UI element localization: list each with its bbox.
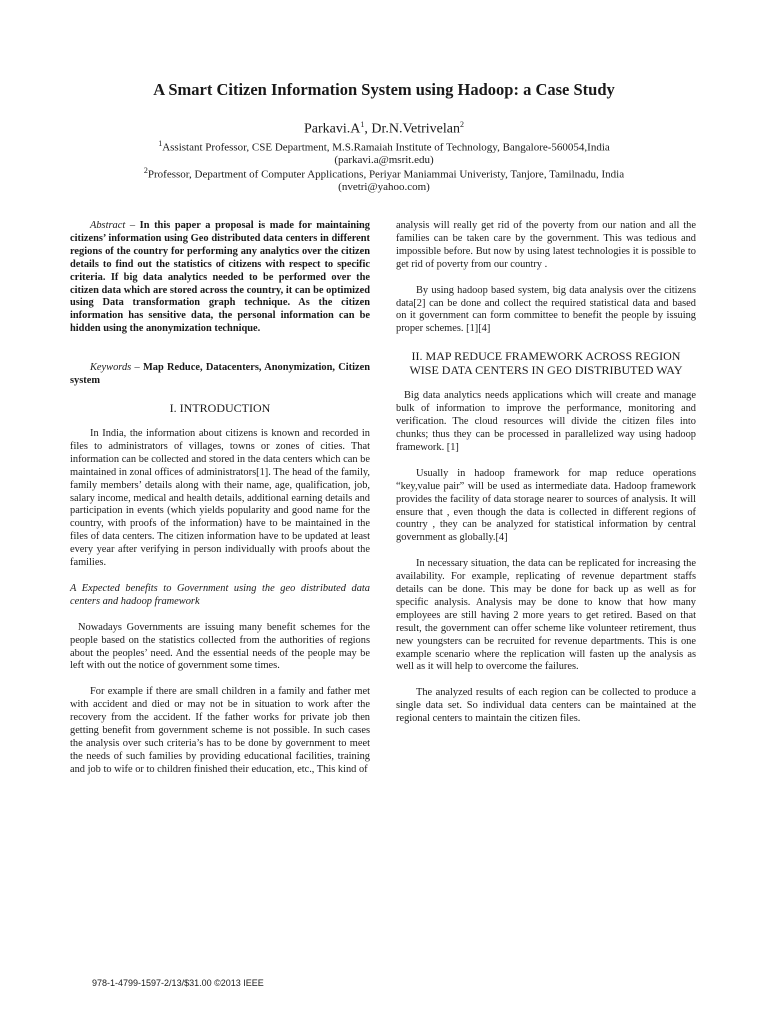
- section-2-paragraph-4: The analyzed results of each region can be collected to produce a single data set. So individual data centers can be maintained at the regional centers to maintain the citizen files.: [396, 687, 696, 725]
- section-1-heading: I. INTRODUCTION: [169, 400, 271, 415]
- affiliation-2-sup: 2: [143, 166, 148, 175]
- hadoop-paragraph: By using hadoop based system, big data analysis over the citizens data[2] can be done and collect the required statistical data and based on it government can form committee to benefit the people by issuing proper schemes. [1][4]: [396, 284, 696, 335]
- affiliation-1-sup: 1: [158, 139, 163, 148]
- author-1: Parkavi.A: [303, 121, 361, 137]
- subsection-a-heading: A Expected benefits to Government using the geo distributed data centers and hadoop framework: [70, 582, 370, 607]
- affiliation-1: [0, 139, 768, 154]
- author-1-sup: 1: [360, 120, 365, 129]
- email-2: (nvetri@yahoo.com): [338, 181, 430, 193]
- subsection-a-paragraph-2: For example if there are small children in a family and father met with accident and died or may not be in situation to work after the recovery from the accident. If the father works for private job then getting benefit from government scheme is not possible. In such cases the analysis over such criteria’s has to be done by government to meet the needs of such families by providing educational facilities, training and job to wife or to children finished their education, etc., This kind of: [70, 686, 370, 775]
- subsection-a-paragraph-1: Nowadays Governments are issuing many benefit schemes for the people based on the statistics collected from the authorities of regions about the peoples’ need. And the essential needs of the people may be left with out the notice of government some times.: [70, 621, 370, 672]
- section-2-paragraph-3: In necessary situation, the data can be replicated for increasing the availability. For example, replicating of revenue department staffs details can be done. This may be done for back up as well as for specific analysis. Analysis may be done to know that how many employees are still having 2 more years to get retired. Based on that result, the government can offer scheme like volunteer retirement, thus new youngsters can be recruited for revenue departments. This is one example scenario where the replication will fasten up the analysis as well as it will help to overcome the failures.: [396, 558, 696, 673]
- affiliation-1-text: Assistant Professor, CSE Department, M.S.Ramaiah Institute of Technology, Bangalore-560054,India: [162, 141, 610, 154]
- intro-paragraph-1: In India, the information about citizens is known and recorded in files to administrators of villages, towns or zones of cities. That information can be collected and stored in the data centers which can be maintained in zonal offices of administrators[1]. The head of the family, family members’ details along with their name, age, qualification, job, salary income, medical and health details, additional earning details and participation in events (which yields popularity and good name for the country, with proofs of the information) have to be maintained in the files of data centers. The citizen information have to be updated at least every year after verifying in person individually with proofs about the families.: [70, 427, 370, 569]
- abstract-label: Abstract: [90, 220, 126, 231]
- section-2-paragraph-1: Big data analytics needs applications which will create and manage bulk of information to improve the performance, monitoring and verification. The cloud resources will divide the citizen files into chunks; thus they can be processed in parallelized way using hadoop framework. [1]: [396, 390, 696, 453]
- abstract: [70, 220, 370, 336]
- keywords-label: Keywords: [90, 362, 132, 374]
- footer-copyright: 978-1-4799-1597-2/13/$31.00 ©2013 IEEE: [92, 978, 264, 988]
- right-column: [396, 220, 696, 739]
- abstract-body: In this paper a proposal is made for maintaining citizens’ information using Geo distributed data centers in different regions of the country for performing any analytics over the citizen details to find out the statistics of citizens with respect to specific criteria. If big data analytics needed to be performed over the citizen data which are stored across the country, it can be optimized using Data transformation graph technique. As the citizen information has sensitive data, the personal information can be hidden using the anonymization technique.: [70, 220, 370, 335]
- keywords-body: Map Reduce, Datacenters, Anonymization, Citizen system: [70, 362, 370, 387]
- continued-paragraph: analysis will really get rid of the poverty from our nation and all the families can be taken care by the government. This was tedious and impossible before. But now by using latest technologies it is possible to get rid of poverty from our country .: [396, 220, 696, 270]
- paper-title: A Smart Citizen Information System using Hadoop: a Case Study: [153, 80, 615, 99]
- abstract-dash: –: [125, 220, 140, 231]
- affiliation-2-text: Professor, Department of Computer Applications, Periyar Maniammai Univeristy, Tanjore, Tamilnadu, India: [147, 168, 625, 181]
- keywords: [70, 362, 370, 388]
- author-line: [0, 120, 768, 138]
- keywords-dash: –: [131, 362, 143, 374]
- section-2-paragraph-2: Usually in hadoop framework for map reduce operations “key,value pair” will be used as intermediate data. Hadoop framework provides the facility of data storage nearer to sources of analysis. It will ensure that , even though the data is collected in different regions of country , they can be analyzed for statistical information by central government as globally.[4]: [396, 467, 696, 544]
- email-1: (parkavi.a@msrit.edu): [334, 154, 434, 166]
- author-2: , Dr.N.Vetrivelan: [364, 121, 461, 137]
- section-2-heading: II. MAP REDUCE FRAMEWORK ACROSS REGION WISE DATA CENTERS IN GEO DISTRIBUTED WAY: [409, 349, 683, 378]
- left-column: [70, 220, 370, 790]
- author-2-sup: 2: [460, 120, 465, 129]
- affiliation-2: [0, 166, 768, 181]
